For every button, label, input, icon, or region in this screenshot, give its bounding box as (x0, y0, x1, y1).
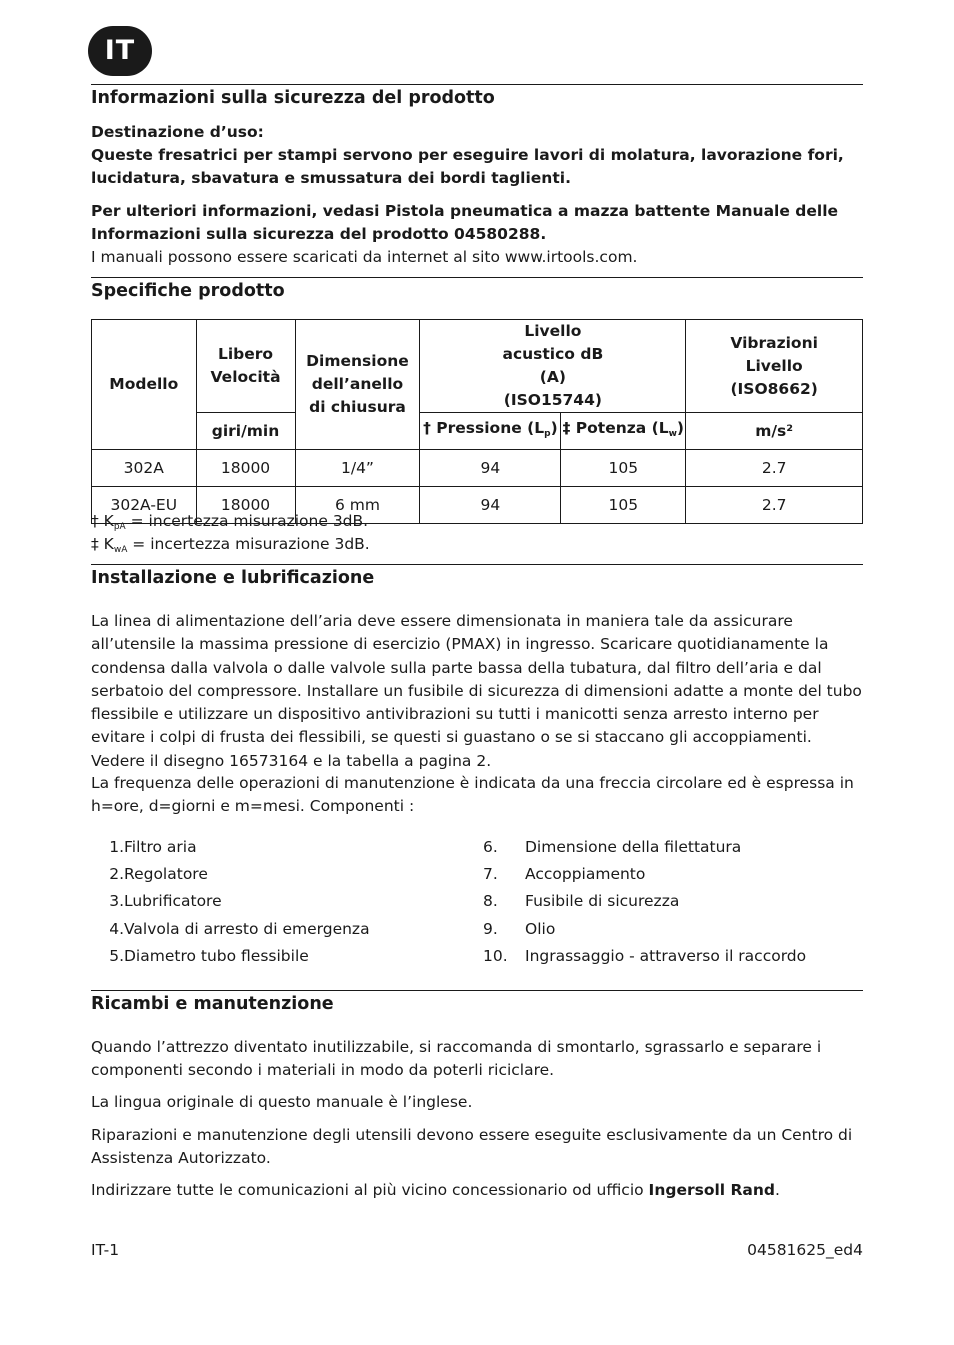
header-vibration-unit: m/s² (686, 413, 863, 450)
header-speed-unit: giri/min (196, 413, 295, 450)
safety-title: Informazioni sulla sicurezza del prodotto (91, 88, 495, 108)
parts-paragraph-3: Riparazioni e manutenzione degli utensili devono essere eseguite esclusivamente da un Centro di Assistenza Autorizzato. (91, 1126, 853, 1168)
cell-model: 302A-EU (92, 487, 197, 524)
parts-paragraph-2: La lingua originale di questo manuale è l’inglese. (91, 1093, 473, 1111)
cell-power: 105 (561, 450, 686, 487)
download-text: I manuali possono essere scaricati da internet al sito www.irtools.com. (91, 248, 638, 266)
header-vibration: Vibrazioni Livello (ISO8662) (686, 320, 863, 413)
language-badge: IT (88, 26, 152, 76)
header-power: ‡ Potenza $(L_w)$ (561, 413, 686, 450)
cell-model: 302A (92, 450, 197, 487)
document-code: 04581625_ed4 (747, 1241, 863, 1259)
spec-table (91, 319, 863, 524)
table-row (92, 450, 863, 487)
list-item: 10. Ingrassaggio - attraverso il raccordo (483, 946, 807, 965)
header-collet: Dimensione dell’anello di chiusura (295, 320, 420, 450)
header-speed: Libero Velocità (196, 320, 295, 413)
header-pressure: † Pressione $(L_p)$ (420, 413, 561, 450)
cell-vibration: 2.7 (686, 487, 863, 524)
intended-use-text: Queste fresatrici per stampi servono per eseguire lavori di molatura, lavorazione fori, lucidatura, sbavatura e smussatura dei bordi taglienti. (91, 146, 844, 188)
header-sound: Livello acustico dB (A) (ISO15744) (420, 320, 686, 413)
cell-collet: 6 mm (295, 487, 420, 524)
list-item: 1. Filtro aria (109, 838, 197, 856)
intended-use-label: Destinazione d’uso: (91, 123, 264, 141)
list-item: 5. Diametro tubo flessibile (109, 946, 309, 965)
cell-power: 105 (561, 487, 686, 524)
cell-pressure: 94 (420, 487, 561, 524)
install-title: Installazione e lubrificazione (91, 568, 375, 588)
list-item: 9. Olio (483, 919, 556, 938)
install-paragraph-1: La linea di alimentazione dell’aria deve essere dimensionata in maniera tale da assicurare all’utensile la massima pressione di esercizio (PMAX) in ingresso. Scaricare quotidianamente la condensa dalla valvola o dalle valvole sulla parte bassa della tubatura, dal filtro dell’aria e dal serbatoio del compressore. Installare un fusibile di sicurezza di dimensioni adatte a monte del tubo flessibile e utilizzare un dispositivo antivibrazioni su tutti i manicotti senza arresto interno per evitare i colpi di frusta dei flessibili, se questi si guastano o se si staccano gli accoppiamenti. Vedere il disegno 16573164 e la tabella a pagina 2. (91, 612, 862, 770)
brand-name: Ingersoll Rand (648, 1181, 776, 1199)
page-number: IT-1 (91, 1241, 120, 1259)
cell-speed: 18000 (196, 487, 295, 524)
section-divider (91, 84, 863, 85)
components-list-left (91, 834, 370, 970)
list-item: 8. Fusibile di sicurezza (483, 892, 680, 911)
list-item: 4. Valvola di arresto di emergenza (109, 919, 370, 938)
cell-pressure: 94 (420, 450, 561, 487)
section-divider (91, 564, 863, 565)
uncertainty-note-power: ‡ $K_{wA}$ = incertezza misurazione 3dB. (91, 535, 370, 555)
install-paragraph-2: La frequenza delle operazioni di manutenzione è indicata da una freccia circolare ed è espressa in h=ore, d=giorni e m=mesi. Componenti : (91, 774, 854, 816)
section-divider (91, 277, 863, 278)
cell-collet: 1/4” (295, 450, 420, 487)
section-divider (91, 990, 863, 991)
cell-vibration: 2.7 (686, 450, 863, 487)
parts-paragraph-1: Quando l’attrezzo diventato inutilizzabile, si raccomanda di smontarlo, sgrassarlo e separare i componenti secondo i materiali in modo da poterli riciclare. (91, 1038, 822, 1080)
specs-title: Specifiche prodotto (91, 281, 285, 301)
list-item: 6. Dimensione della filettatura (483, 838, 742, 856)
list-item: 7. Accoppiamento (483, 865, 646, 884)
more-info-text: Per ulteriori informazioni, vedasi Pistola pneumatica a mazza battente Manuale delle Informazioni sulla sicurezza del prodotto 04580288. (91, 202, 839, 244)
list-item: 3. Lubrificatore (109, 892, 222, 911)
header-model: Modello (92, 320, 197, 450)
cell-speed: 18000 (196, 450, 295, 487)
parts-title: Ricambi e manutenzione (91, 994, 334, 1014)
uncertainty-note-pressure: † $K_{pA}$ = incertezza misurazione 3dB. (91, 512, 369, 532)
parts-paragraph-4: Indirizzare tutte le comunicazioni al più vicino concessionario od ufficio Ingersoll Rand. (91, 1181, 780, 1199)
list-item: 2. Regolatore (109, 865, 208, 884)
components-list-right (483, 834, 806, 970)
